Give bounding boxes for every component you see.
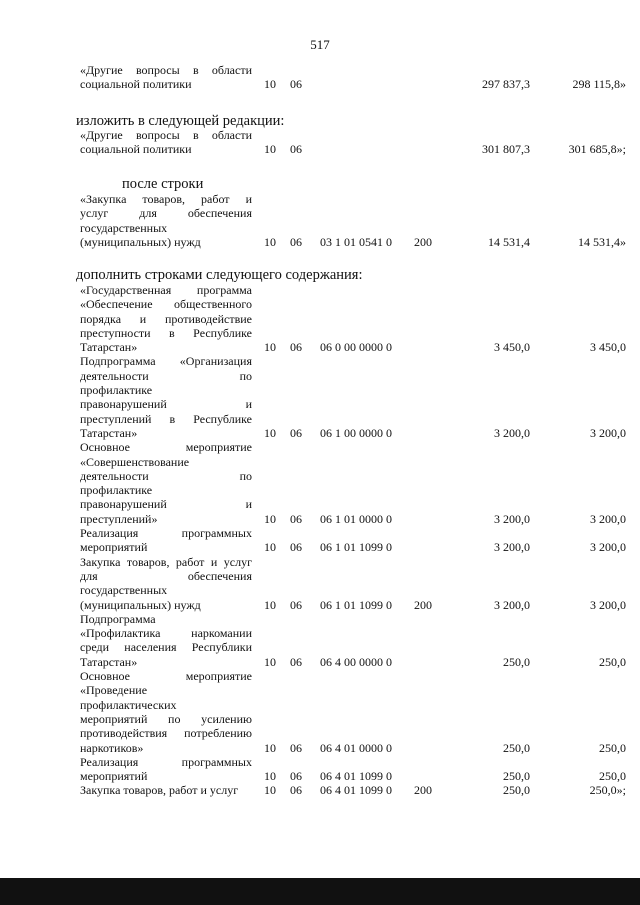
item-name-line: Татарстан» bbox=[80, 340, 138, 355]
amount-year-2: 14 531,4» bbox=[578, 234, 626, 249]
item-name-line: Реализация программных bbox=[80, 526, 252, 541]
section-code: 10 bbox=[264, 654, 276, 669]
section-code: 10 bbox=[264, 234, 276, 249]
table-row bbox=[0, 354, 640, 440]
table-row bbox=[0, 440, 640, 526]
item-name-line: Основное мероприятие bbox=[80, 440, 252, 455]
amount-year-1: 297 837,3 bbox=[482, 77, 530, 92]
item-name-line: «Другие вопросы в области bbox=[80, 128, 252, 142]
expense-type-code: 200 bbox=[414, 783, 432, 798]
amount-year-1: 3 200,0 bbox=[494, 597, 530, 612]
amount-year-2: 3 200,0 bbox=[590, 540, 626, 555]
item-name-line: социальной политики bbox=[80, 142, 192, 157]
item-name-line: (муниципальных) нужд bbox=[80, 234, 201, 249]
row-line bbox=[0, 469, 640, 483]
amount-year-1: 3 200,0 bbox=[494, 425, 530, 440]
item-name-line: «Обеспечение общественного bbox=[80, 297, 252, 312]
amount-year-1: 301 807,3 bbox=[482, 142, 530, 157]
row-line bbox=[0, 192, 640, 206]
row-line bbox=[0, 683, 640, 697]
row-line bbox=[0, 497, 640, 511]
item-name-line: (муниципальных) нужд bbox=[80, 597, 201, 612]
subsection-code: 06 bbox=[290, 654, 302, 669]
row-line bbox=[0, 626, 640, 640]
row-line bbox=[0, 455, 640, 469]
item-name-line: «Другие вопросы в области bbox=[80, 63, 252, 77]
item-name-line: профилактических bbox=[80, 697, 177, 712]
amount-year-2: 3 200,0 bbox=[590, 425, 626, 440]
table-row bbox=[0, 612, 640, 669]
row-line bbox=[0, 512, 640, 526]
item-name-line: Подпрограмма bbox=[80, 611, 156, 626]
target-article-code: 03 1 01 0541 0 bbox=[320, 234, 392, 249]
item-name-line: государственных bbox=[80, 220, 168, 235]
item-name-line: наркотиков» bbox=[80, 740, 144, 755]
section-code: 10 bbox=[264, 540, 276, 555]
row-line bbox=[0, 583, 640, 597]
item-name-line: услуг для обеспечения bbox=[80, 206, 252, 221]
target-article-code: 06 4 00 0000 0 bbox=[320, 654, 392, 669]
row-line bbox=[0, 397, 640, 411]
section-code: 10 bbox=[264, 783, 276, 798]
item-name-line: «Государственная программа bbox=[80, 283, 252, 297]
row-line bbox=[0, 326, 640, 340]
row-line bbox=[0, 412, 640, 426]
subsection-code: 06 bbox=[290, 540, 302, 555]
row-line bbox=[0, 726, 640, 740]
item-name-line: преступлений в Республике bbox=[80, 411, 252, 426]
row-line bbox=[0, 612, 640, 626]
table-row bbox=[0, 283, 640, 354]
expense-type-code: 200 bbox=[414, 597, 432, 612]
page-number: 517 bbox=[310, 37, 330, 52]
row-line bbox=[0, 369, 640, 383]
subsection-code: 06 bbox=[290, 425, 302, 440]
row-line bbox=[0, 526, 640, 540]
item-name-line: правонарушений и bbox=[80, 397, 252, 412]
instruction-replace: изложить в следующей редакции: bbox=[76, 113, 285, 129]
row-line bbox=[0, 741, 640, 755]
subsection-code: 06 bbox=[290, 77, 302, 92]
amount-year-2: 3 200,0 bbox=[590, 597, 626, 612]
amount-year-2: 250,0»; bbox=[589, 783, 626, 798]
amount-year-2: 250,0 bbox=[599, 769, 626, 784]
amount-year-1: 250,0 bbox=[503, 769, 530, 784]
amount-year-1: 3 200,0 bbox=[494, 511, 530, 526]
item-name-line: мероприятий bbox=[80, 769, 148, 784]
item-name-line: для обеспечения bbox=[80, 568, 252, 583]
item-name-line: «Профилактика наркомании bbox=[80, 626, 252, 641]
amount-year-2: 250,0 bbox=[599, 654, 626, 669]
row-line bbox=[0, 440, 640, 454]
amount-year-1: 14 531,4 bbox=[488, 234, 530, 249]
amount-year-2: 250,0 bbox=[599, 740, 626, 755]
row-line bbox=[0, 712, 640, 726]
item-name-line: правонарушений и bbox=[80, 497, 252, 512]
target-article-code: 06 1 00 0000 0 bbox=[320, 425, 392, 440]
old-entry-block bbox=[0, 63, 640, 92]
amount-year-2: 3 200,0 bbox=[590, 511, 626, 526]
item-name-line: деятельности по bbox=[80, 468, 252, 483]
item-name-line: государственных bbox=[80, 583, 168, 598]
row-line bbox=[0, 655, 640, 669]
subsection-code: 06 bbox=[290, 511, 302, 526]
section-code: 10 bbox=[264, 769, 276, 784]
row-line bbox=[0, 383, 640, 397]
section-code: 10 bbox=[264, 77, 276, 92]
target-article-code: 06 4 01 1099 0 bbox=[320, 769, 392, 784]
subsection-code: 06 bbox=[290, 597, 302, 612]
subsection-code: 06 bbox=[290, 783, 302, 798]
added-rows-table bbox=[0, 283, 640, 798]
row-line bbox=[0, 312, 640, 326]
item-name-line: профилактике bbox=[80, 483, 153, 498]
item-name-line: Подпрограмма «Организация bbox=[80, 354, 252, 369]
section-code: 10 bbox=[264, 511, 276, 526]
row-line bbox=[0, 63, 640, 77]
section-code: 10 bbox=[264, 142, 276, 157]
table-row bbox=[0, 783, 640, 797]
row-line bbox=[0, 569, 640, 583]
row-line bbox=[0, 340, 640, 354]
item-name-line: «Совершенствование bbox=[80, 454, 190, 469]
table-row bbox=[0, 555, 640, 612]
subsection-code: 06 bbox=[290, 340, 302, 355]
table-row bbox=[0, 526, 640, 555]
item-name-line: Татарстан» bbox=[80, 425, 138, 440]
reference-entry-block bbox=[0, 192, 640, 249]
item-name-line: деятельности по bbox=[80, 368, 252, 383]
row-line bbox=[0, 354, 640, 368]
row-line bbox=[0, 640, 640, 654]
row-line bbox=[0, 221, 640, 235]
row-line bbox=[0, 669, 640, 683]
subsection-code: 06 bbox=[290, 142, 302, 157]
item-name-line: преступности в Республике bbox=[80, 325, 252, 340]
item-name-line: мероприятий по усилению bbox=[80, 711, 252, 726]
amount-year-1: 250,0 bbox=[503, 783, 530, 798]
row-line bbox=[0, 283, 640, 297]
amount-year-1: 3 450,0 bbox=[494, 340, 530, 355]
row-line bbox=[0, 128, 640, 142]
section-code: 10 bbox=[264, 740, 276, 755]
row-line bbox=[0, 206, 640, 220]
scan-bottom-edge bbox=[0, 878, 640, 905]
row-line bbox=[0, 698, 640, 712]
row-line bbox=[0, 77, 640, 91]
item-name-line: социальной политики bbox=[80, 77, 192, 92]
subsection-code: 06 bbox=[290, 234, 302, 249]
table-row bbox=[0, 755, 640, 784]
target-article-code: 06 1 01 1099 0 bbox=[320, 540, 392, 555]
row-line bbox=[0, 598, 640, 612]
item-name-line: Закупка товаров, работ и услуг bbox=[80, 783, 239, 798]
row-line bbox=[0, 297, 640, 311]
item-name-line: Реализация программных bbox=[80, 754, 252, 769]
expense-type-code: 200 bbox=[414, 234, 432, 249]
item-name-line: мероприятий bbox=[80, 540, 148, 555]
item-name-line: Закупка товаров, работ и услуг bbox=[80, 554, 252, 569]
row-line bbox=[0, 555, 640, 569]
instruction-after-line: после строки bbox=[122, 176, 204, 192]
target-article-code: 06 0 00 0000 0 bbox=[320, 340, 392, 355]
item-name-line: преступлений» bbox=[80, 511, 158, 526]
item-name-line: порядка и противодействие bbox=[80, 311, 252, 326]
amount-year-2: 3 450,0 bbox=[590, 340, 626, 355]
item-name-line: «Проведение bbox=[80, 683, 148, 698]
row-line bbox=[0, 783, 640, 797]
row-line bbox=[0, 755, 640, 769]
item-name-line: профилактике bbox=[80, 383, 153, 398]
item-name-line: «Закупка товаров, работ и bbox=[80, 192, 252, 206]
amount-year-2: 298 115,8» bbox=[572, 77, 626, 92]
amount-year-1: 250,0 bbox=[503, 654, 530, 669]
section-code: 10 bbox=[264, 597, 276, 612]
target-article-code: 06 4 01 1099 0 bbox=[320, 783, 392, 798]
table-row bbox=[0, 192, 640, 249]
subsection-code: 06 bbox=[290, 740, 302, 755]
item-name-line: Основное мероприятие bbox=[80, 669, 252, 684]
section-code: 10 bbox=[264, 425, 276, 440]
subsection-code: 06 bbox=[290, 769, 302, 784]
target-article-code: 06 1 01 0000 0 bbox=[320, 511, 392, 526]
section-code: 10 bbox=[264, 340, 276, 355]
item-name-line: среди населения Республики bbox=[80, 640, 252, 655]
item-name-line: Татарстан» bbox=[80, 654, 138, 669]
row-line bbox=[0, 235, 640, 249]
instruction-add-lines: дополнить строками следующего содержания: bbox=[76, 267, 363, 283]
target-article-code: 06 4 01 0000 0 bbox=[320, 740, 392, 755]
amount-year-1: 3 200,0 bbox=[494, 540, 530, 555]
row-line bbox=[0, 426, 640, 440]
row-line bbox=[0, 540, 640, 554]
target-article-code: 06 1 01 1099 0 bbox=[320, 597, 392, 612]
item-name-line: противодействия потреблению bbox=[80, 726, 252, 741]
table-row bbox=[0, 63, 640, 92]
row-line bbox=[0, 483, 640, 497]
table-row bbox=[0, 128, 640, 157]
row-line bbox=[0, 769, 640, 783]
table-row bbox=[0, 669, 640, 755]
row-line bbox=[0, 142, 640, 156]
new-entry-block bbox=[0, 128, 640, 157]
amount-year-2: 301 685,8»; bbox=[568, 142, 626, 157]
amount-year-1: 250,0 bbox=[503, 740, 530, 755]
